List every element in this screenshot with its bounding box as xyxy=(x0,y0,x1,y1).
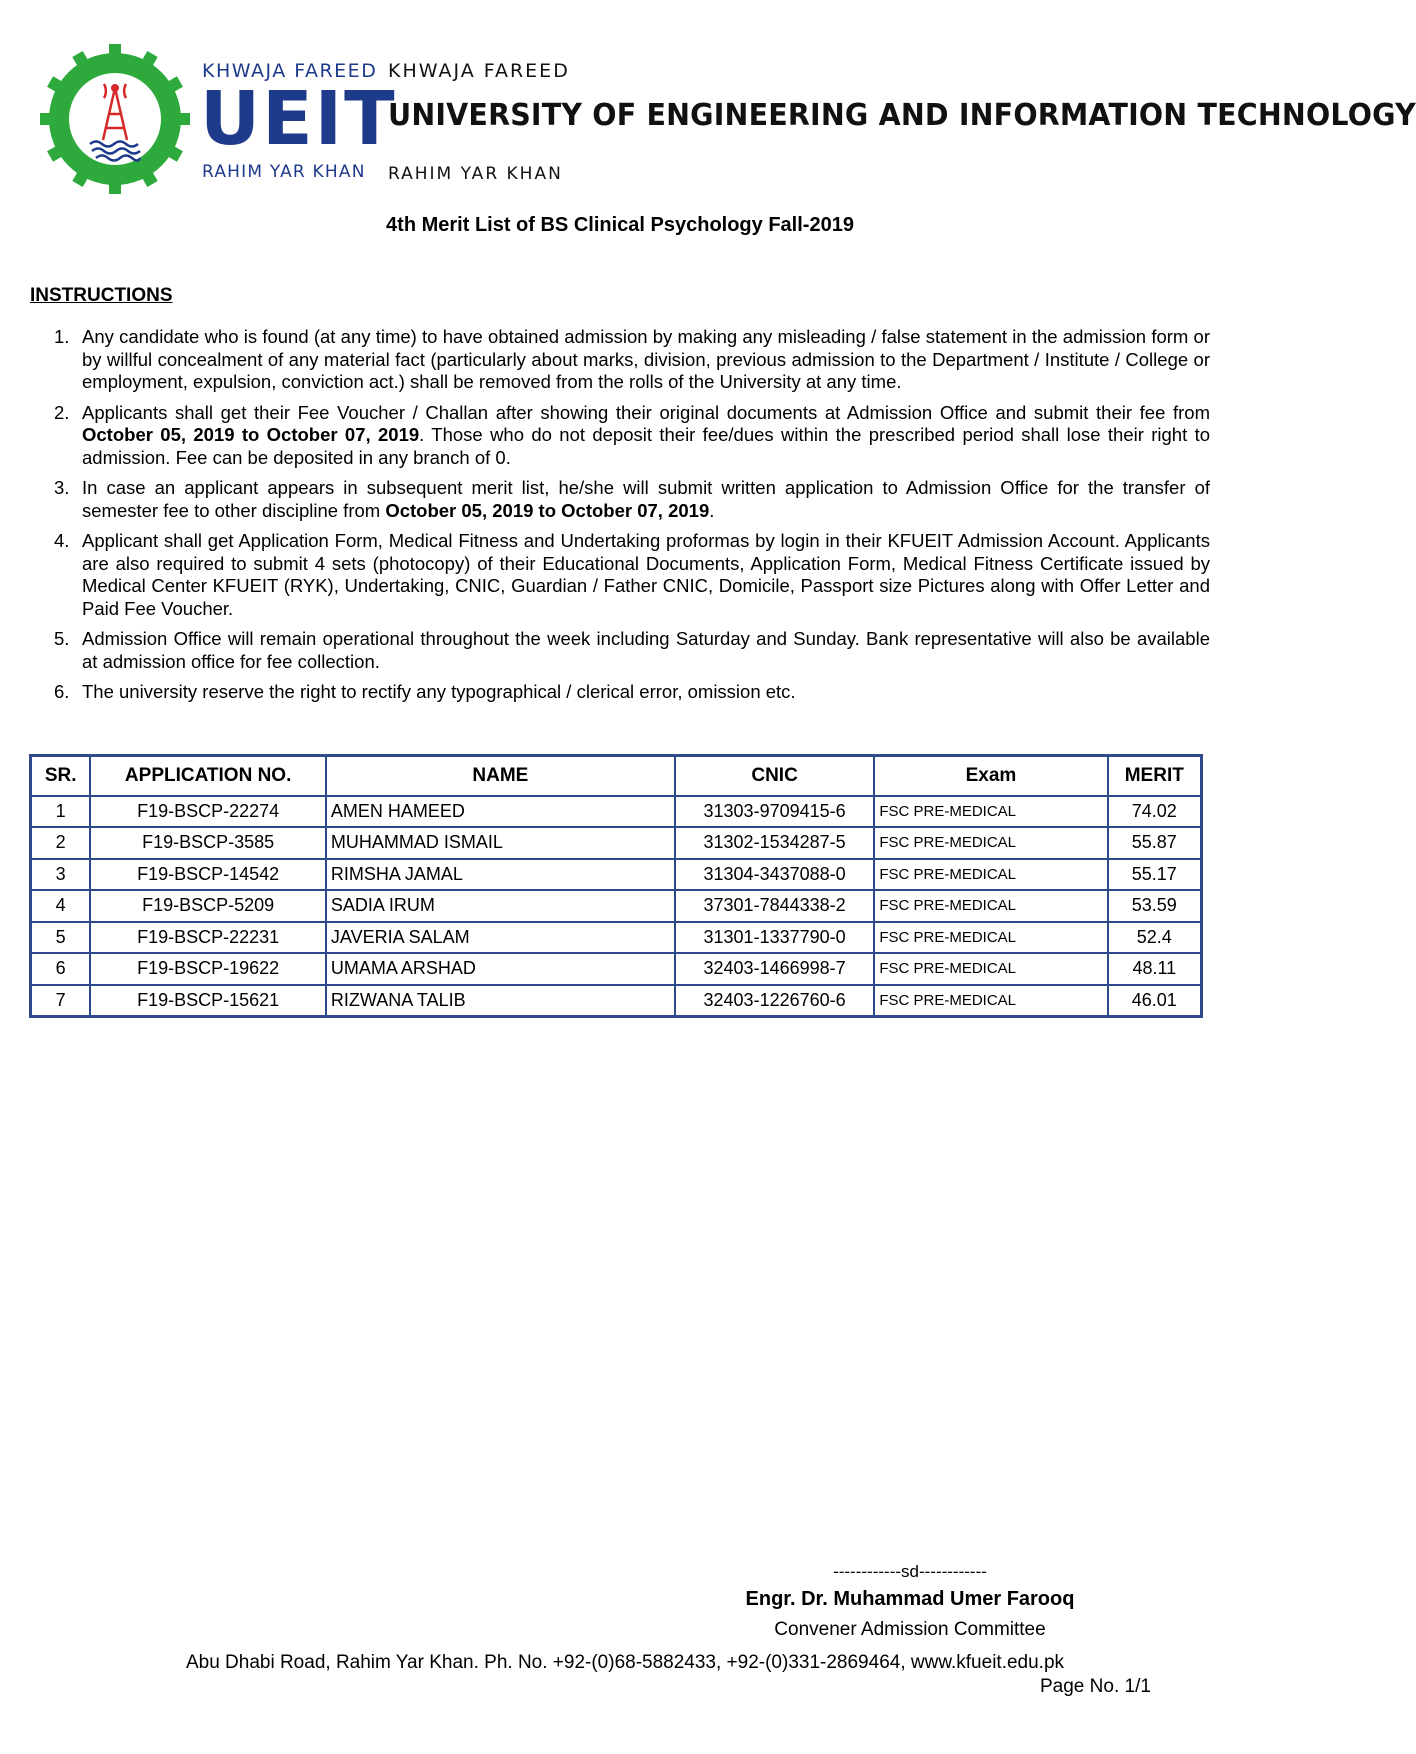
instruction-number: 1. xyxy=(54,326,70,347)
cell-cnic: 37301-7844338-2 xyxy=(675,890,874,922)
cell-sr: 4 xyxy=(31,890,91,922)
cell-sr: 3 xyxy=(31,859,91,891)
cell-application-no: F19-BSCP-3585 xyxy=(90,827,326,859)
university-name-block xyxy=(388,58,1416,188)
cell-merit: 53.59 xyxy=(1108,890,1202,922)
cell-cnic: 32403-1466998-7 xyxy=(675,953,874,985)
cell-exam: FSC PRE-MEDICAL xyxy=(874,985,1107,1017)
instruction-number: 4. xyxy=(54,530,70,551)
cell-sr: 7 xyxy=(31,985,91,1017)
cell-sr: 5 xyxy=(31,922,91,954)
cell-merit: 46.01 xyxy=(1108,985,1202,1017)
university-name-top: KHWAJA FAREED xyxy=(388,60,570,82)
instruction-text: Any candidate who is found (at any time) to have obtained admission by making any misleading / false statement in the admission form or by willful concealment of any material fact (particularly about marks, division, previous admission to the Department / Institute / College or employment, expulsion, conviction act.) shall be removed from the rolls of the University at any time. xyxy=(82,326,1210,392)
document-title: 4th Merit List of BS Clinical Psychology Fall-2019 xyxy=(386,214,854,236)
instruction-text: Applicants shall get their Fee Voucher / Challan after showing their original documents at Admission Office and submit their fee from xyxy=(82,401,1210,423)
cell-cnic: 31301-1337790-0 xyxy=(675,922,874,954)
brand-top-text: KHWAJA FAREED xyxy=(202,60,378,82)
instruction-item xyxy=(54,402,1210,470)
cell-exam: FSC PRE-MEDICAL xyxy=(874,859,1107,891)
cell-cnic: 32403-1226760-6 xyxy=(675,985,874,1017)
signature-line: ------------sd------------ xyxy=(833,1562,987,1581)
table-row xyxy=(31,827,1202,859)
cell-cnic: 31303-9709415-6 xyxy=(675,796,874,828)
instruction-item xyxy=(54,628,1210,673)
cell-merit: 52.4 xyxy=(1108,922,1202,954)
instruction-date-range: October 05, 2019 to October 07, 2019 xyxy=(82,424,420,445)
header-exam: Exam xyxy=(874,756,1107,796)
instruction-text: In case an applicant appears in subsequent merit list, he/she will submit written application to Admission Office for the transfer of semester fee to other discipline from xyxy=(82,477,1210,521)
instruction-number: 2. xyxy=(54,401,70,423)
cell-cnic: 31304-3437088-0 xyxy=(675,859,874,891)
footer-address: Abu Dhabi Road, Rahim Yar Khan. Ph. No. +92-(0)68-5882433, +92-(0)331-2869464, www.kfueit.edu.pk xyxy=(185,1652,1065,1673)
instruction-text: Admission Office will remain operational throughout the week including Saturday and Sunday. Bank representative will also be available at admission office for fee collection. xyxy=(82,628,1210,672)
cell-application-no: F19-BSCP-22231 xyxy=(90,922,326,954)
instruction-text-tail: . Those who do not deposit their fee/dues within the prescribed period shall lose their right to admission. Fee can be deposited in any branch of 0. xyxy=(82,424,1210,468)
instruction-number: 5. xyxy=(54,628,70,649)
instruction-text: The university reserve the right to rectify any typographical / clerical error, omission etc. xyxy=(82,681,796,702)
header-sr: SR. xyxy=(31,756,91,796)
instruction-text: Applicant shall get Application Form, Medical Fitness and Undertaking proformas by login in their KFUEIT Admission Account. Applicants are also required to submit 4 sets (photocopy) of their Educational Documents, Application Form, Medical Fitness Certificate issued by Medical Center KFUEIT (RYK), Undertaking, CNIC, Guardian / Father CNIC, Domicile, Passport size Pictures along with Offer Letter and Paid Fee Voucher. xyxy=(82,530,1210,619)
header-application-no: APPLICATION NO. xyxy=(90,756,326,796)
cell-application-no: F19-BSCP-15621 xyxy=(90,985,326,1017)
signatory-title: Convener Admission Committee xyxy=(774,1619,1046,1640)
table-row xyxy=(31,859,1202,891)
cell-merit: 55.87 xyxy=(1108,827,1202,859)
table-row xyxy=(31,953,1202,985)
cell-exam: FSC PRE-MEDICAL xyxy=(874,796,1107,828)
page-number: Page No. 1/1 xyxy=(1040,1676,1151,1697)
cell-application-no: F19-BSCP-19622 xyxy=(90,953,326,985)
cell-sr: 2 xyxy=(31,827,91,859)
brand-main-text: UEIT xyxy=(200,76,397,162)
university-name-bottom: RAHIM YAR KHAN xyxy=(388,164,563,184)
brand-wordmark xyxy=(200,58,397,188)
instruction-number: 3. xyxy=(54,477,70,498)
cell-application-no: F19-BSCP-5209 xyxy=(90,890,326,922)
cell-name: MUHAMMAD ISMAIL xyxy=(326,827,675,859)
table-row xyxy=(31,985,1202,1017)
cell-name: RIZWANA TALIB xyxy=(326,985,675,1017)
cell-merit: 74.02 xyxy=(1108,796,1202,828)
instruction-item xyxy=(54,530,1210,620)
header-cnic: CNIC xyxy=(675,756,874,796)
university-name-main: UNIVERSITY OF ENGINEERING AND INFORMATION TECHNOLOGY xyxy=(388,98,1416,133)
cell-name: JAVERIA SALAM xyxy=(326,922,675,954)
cell-cnic: 31302-1534287-5 xyxy=(675,827,874,859)
signature-block xyxy=(700,1562,1120,1641)
instruction-item xyxy=(54,477,1210,522)
instruction-date-range: October 05, 2019 to October 07, 2019 xyxy=(385,499,710,521)
cell-exam: FSC PRE-MEDICAL xyxy=(874,953,1107,985)
header-name: NAME xyxy=(326,756,675,796)
instruction-text-tail: . xyxy=(709,499,715,521)
brand-bottom-text: RAHIM YAR KHAN xyxy=(202,162,366,182)
cell-name: AMEN HAMEED xyxy=(326,796,675,828)
cell-name: UMAMA ARSHAD xyxy=(326,953,675,985)
cell-name: SADIA IRUM xyxy=(326,890,675,922)
cell-application-no: F19-BSCP-22274 xyxy=(90,796,326,828)
instruction-item xyxy=(54,326,1210,394)
table-row xyxy=(31,796,1202,828)
cell-merit: 55.17 xyxy=(1108,859,1202,891)
cell-merit: 48.11 xyxy=(1108,953,1202,985)
letterhead xyxy=(40,44,1416,194)
cell-sr: 6 xyxy=(31,953,91,985)
cell-application-no: F19-BSCP-14542 xyxy=(90,859,326,891)
university-seal-logo xyxy=(40,44,190,194)
cell-sr: 1 xyxy=(31,796,91,828)
merit-list-table xyxy=(29,754,1203,1018)
instruction-number: 6. xyxy=(54,681,70,702)
signatory-name: Engr. Dr. Muhammad Umer Farooq xyxy=(745,1588,1075,1610)
cell-exam: FSC PRE-MEDICAL xyxy=(874,922,1107,954)
instructions-heading: INSTRUCTIONS xyxy=(30,285,173,306)
table-row xyxy=(31,922,1202,954)
cell-exam: FSC PRE-MEDICAL xyxy=(874,890,1107,922)
cell-name: RIMSHA JAMAL xyxy=(326,859,675,891)
instructions-list xyxy=(54,326,1210,712)
instruction-item xyxy=(54,681,1210,704)
cell-exam: FSC PRE-MEDICAL xyxy=(874,827,1107,859)
table-row xyxy=(31,890,1202,922)
table-header-row xyxy=(31,756,1202,796)
header-merit: MERIT xyxy=(1108,756,1202,796)
